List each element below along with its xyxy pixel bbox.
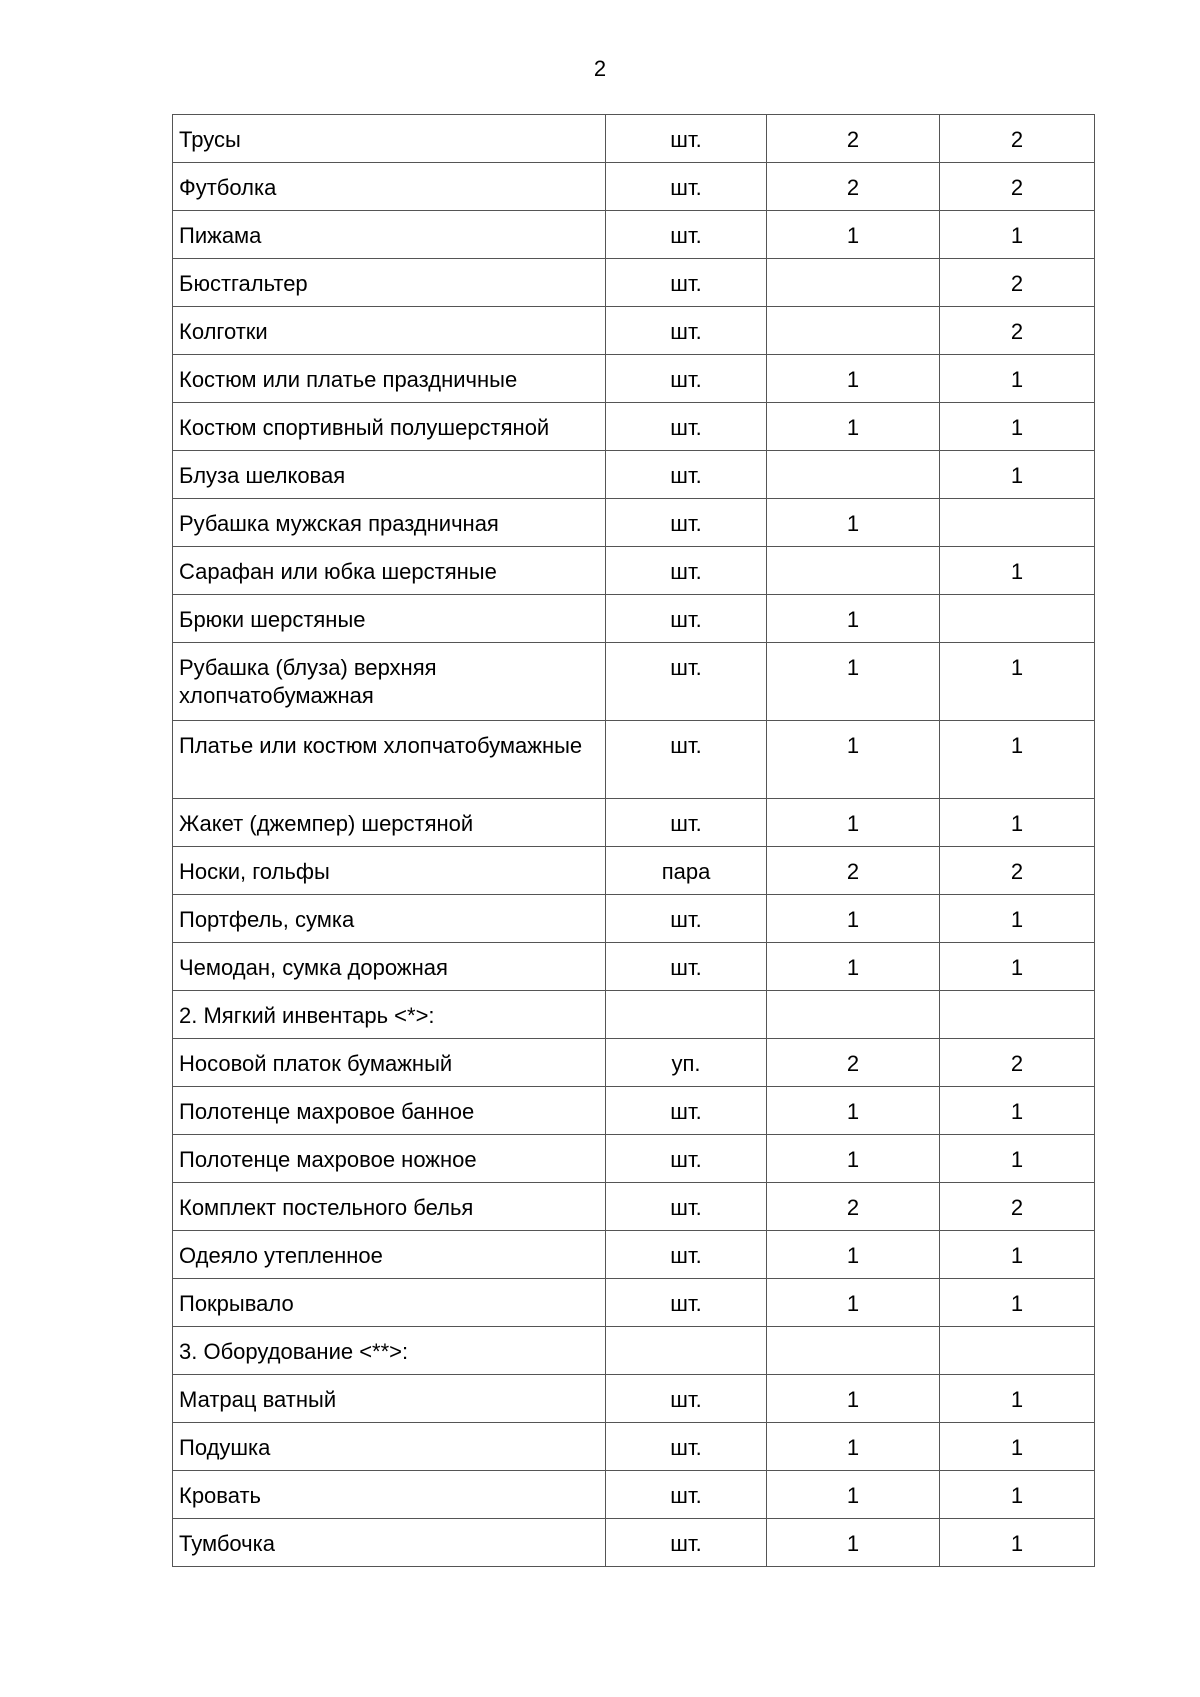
- item-girls-qty-cell: 1: [940, 547, 1095, 595]
- item-unit-cell: шт.: [606, 895, 767, 943]
- item-boys-qty-cell: 1: [767, 1279, 940, 1327]
- item-unit-cell: шт.: [606, 547, 767, 595]
- table-row: [173, 643, 1095, 721]
- item-unit-cell: шт.: [606, 355, 767, 403]
- item-name-cell: 3. Оборудование <**>:: [173, 1327, 606, 1375]
- item-unit-cell: шт.: [606, 1279, 767, 1327]
- item-boys-qty-cell: [767, 991, 940, 1039]
- item-unit-cell: шт.: [606, 499, 767, 547]
- item-name-cell: Матрац ватный: [173, 1375, 606, 1423]
- item-unit-cell: пара: [606, 847, 767, 895]
- item-girls-qty-cell: 2: [940, 847, 1095, 895]
- item-name-cell: Полотенце махровое банное: [173, 1087, 606, 1135]
- item-name-cell: Трусы: [173, 115, 606, 163]
- item-unit-cell: [606, 991, 767, 1039]
- item-unit-cell: шт.: [606, 1087, 767, 1135]
- table-row: [173, 163, 1095, 211]
- item-girls-qty-cell: [940, 1327, 1095, 1375]
- table-row: [173, 1087, 1095, 1135]
- item-girls-qty-cell: 1: [940, 895, 1095, 943]
- item-unit-cell: шт.: [606, 943, 767, 991]
- item-name-cell: Пижама: [173, 211, 606, 259]
- item-boys-qty-cell: 2: [767, 1183, 940, 1231]
- item-girls-qty-cell: 1: [940, 721, 1095, 799]
- item-girls-qty-cell: [940, 595, 1095, 643]
- item-girls-qty-cell: 1: [940, 211, 1095, 259]
- item-boys-qty-cell: [767, 259, 940, 307]
- item-girls-qty-cell: 1: [940, 1087, 1095, 1135]
- item-name-cell: Костюм или платье праздничные: [173, 355, 606, 403]
- table-row: [173, 451, 1095, 499]
- item-unit-cell: шт.: [606, 1135, 767, 1183]
- item-unit-cell: шт.: [606, 259, 767, 307]
- item-boys-qty-cell: [767, 1327, 940, 1375]
- table-row: [173, 259, 1095, 307]
- page-number: 2: [593, 56, 607, 81]
- item-name-cell: Чемодан, сумка дорожная: [173, 943, 606, 991]
- table-row: [173, 355, 1095, 403]
- item-unit-cell: шт.: [606, 799, 767, 847]
- table-row: [173, 1471, 1095, 1519]
- table-row: [173, 1519, 1095, 1567]
- item-girls-qty-cell: 2: [940, 307, 1095, 355]
- item-girls-qty-cell: 1: [940, 1471, 1095, 1519]
- item-name-cell: Рубашка (блуза) верхняя хлопчатобумажная: [173, 643, 606, 721]
- item-girls-qty-cell: 2: [940, 115, 1095, 163]
- item-unit-cell: шт.: [606, 403, 767, 451]
- item-name-cell: 2. Мягкий инвентарь <*>:: [173, 991, 606, 1039]
- item-boys-qty-cell: 1: [767, 1135, 940, 1183]
- item-name-cell: Кровать: [173, 1471, 606, 1519]
- item-boys-qty-cell: 1: [767, 1471, 940, 1519]
- item-name-cell: Носовой платок бумажный: [173, 1039, 606, 1087]
- item-girls-qty-cell: 1: [940, 1519, 1095, 1567]
- item-girls-qty-cell: 1: [940, 943, 1095, 991]
- item-boys-qty-cell: 1: [767, 799, 940, 847]
- item-girls-qty-cell: [940, 991, 1095, 1039]
- table-row: [173, 115, 1095, 163]
- item-name-cell: Сарафан или юбка шерстяные: [173, 547, 606, 595]
- item-boys-qty-cell: [767, 547, 940, 595]
- item-name-cell: Комплект постельного белья: [173, 1183, 606, 1231]
- item-boys-qty-cell: 1: [767, 355, 940, 403]
- item-unit-cell: шт.: [606, 115, 767, 163]
- item-boys-qty-cell: 1: [767, 1231, 940, 1279]
- table-row: [173, 1279, 1095, 1327]
- table-row: [173, 943, 1095, 991]
- item-girls-qty-cell: 1: [940, 1423, 1095, 1471]
- item-girls-qty-cell: 1: [940, 1279, 1095, 1327]
- item-boys-qty-cell: 1: [767, 721, 940, 799]
- item-boys-qty-cell: 1: [767, 595, 940, 643]
- table-row: [173, 1375, 1095, 1423]
- item-boys-qty-cell: [767, 451, 940, 499]
- item-name-cell: Носки, гольфы: [173, 847, 606, 895]
- item-name-cell: Покрывало: [173, 1279, 606, 1327]
- item-boys-qty-cell: 1: [767, 943, 940, 991]
- table-row: [173, 721, 1095, 799]
- table-row: [173, 1135, 1095, 1183]
- item-girls-qty-cell: 1: [940, 1375, 1095, 1423]
- item-name-cell: Платье или костюм хлопчатобумажные: [173, 721, 606, 799]
- table-row: [173, 1183, 1095, 1231]
- item-unit-cell: шт.: [606, 643, 767, 721]
- table-row: [173, 403, 1095, 451]
- item-boys-qty-cell: 1: [767, 1423, 940, 1471]
- item-boys-qty-cell: [767, 307, 940, 355]
- item-boys-qty-cell: 1: [767, 1375, 940, 1423]
- item-unit-cell: шт.: [606, 307, 767, 355]
- item-girls-qty-cell: 1: [940, 451, 1095, 499]
- item-name-cell: Блуза шелковая: [173, 451, 606, 499]
- table-row: [173, 307, 1095, 355]
- item-girls-qty-cell: 1: [940, 1231, 1095, 1279]
- item-girls-qty-cell: [940, 499, 1095, 547]
- item-unit-cell: шт.: [606, 1375, 767, 1423]
- item-boys-qty-cell: 1: [767, 643, 940, 721]
- item-name-cell: Рубашка мужская праздничная: [173, 499, 606, 547]
- item-unit-cell: шт.: [606, 595, 767, 643]
- item-unit-cell: шт.: [606, 721, 767, 799]
- item-name-cell: Полотенце махровое ножное: [173, 1135, 606, 1183]
- item-name-cell: Футболка: [173, 163, 606, 211]
- item-unit-cell: шт.: [606, 451, 767, 499]
- table-row: [173, 799, 1095, 847]
- item-girls-qty-cell: 2: [940, 1039, 1095, 1087]
- item-name-cell: Одеяло утепленное: [173, 1231, 606, 1279]
- table-row: [173, 499, 1095, 547]
- table-row: [173, 547, 1095, 595]
- table-row: [173, 895, 1095, 943]
- item-unit-cell: уп.: [606, 1039, 767, 1087]
- item-unit-cell: [606, 1327, 767, 1375]
- item-unit-cell: шт.: [606, 163, 767, 211]
- item-name-cell: Тумбочка: [173, 1519, 606, 1567]
- item-girls-qty-cell: 2: [940, 163, 1095, 211]
- item-unit-cell: шт.: [606, 1471, 767, 1519]
- item-girls-qty-cell: 2: [940, 259, 1095, 307]
- item-unit-cell: шт.: [606, 1423, 767, 1471]
- item-girls-qty-cell: 1: [940, 355, 1095, 403]
- item-boys-qty-cell: 2: [767, 847, 940, 895]
- item-name-cell: Костюм спортивный полушерстяной: [173, 403, 606, 451]
- table-row: [173, 1423, 1095, 1471]
- item-name-cell: Портфель, сумка: [173, 895, 606, 943]
- table-body: [173, 115, 1095, 1567]
- table-row: [173, 1039, 1095, 1087]
- item-name-cell: Бюстгальтер: [173, 259, 606, 307]
- item-unit-cell: шт.: [606, 1231, 767, 1279]
- item-girls-qty-cell: 1: [940, 403, 1095, 451]
- item-name-cell: Брюки шерстяные: [173, 595, 606, 643]
- item-girls-qty-cell: 2: [940, 1183, 1095, 1231]
- item-boys-qty-cell: 2: [767, 163, 940, 211]
- item-name-cell: Жакет (джемпер) шерстяной: [173, 799, 606, 847]
- item-unit-cell: шт.: [606, 1519, 767, 1567]
- item-girls-qty-cell: 1: [940, 799, 1095, 847]
- item-boys-qty-cell: 1: [767, 895, 940, 943]
- item-girls-qty-cell: 1: [940, 1135, 1095, 1183]
- item-boys-qty-cell: 1: [767, 403, 940, 451]
- item-name-cell: Колготки: [173, 307, 606, 355]
- item-boys-qty-cell: 2: [767, 1039, 940, 1087]
- section-header-row: [173, 1327, 1095, 1375]
- table-row: [173, 595, 1095, 643]
- item-boys-qty-cell: 1: [767, 1087, 940, 1135]
- table-row: [173, 847, 1095, 895]
- section-header-row: [173, 991, 1095, 1039]
- item-unit-cell: шт.: [606, 1183, 767, 1231]
- table-row: [173, 211, 1095, 259]
- item-boys-qty-cell: 1: [767, 499, 940, 547]
- item-boys-qty-cell: 1: [767, 211, 940, 259]
- item-name-cell: Подушка: [173, 1423, 606, 1471]
- item-unit-cell: шт.: [606, 211, 767, 259]
- table-row: [173, 1231, 1095, 1279]
- items-table: [172, 114, 1095, 1567]
- item-girls-qty-cell: 1: [940, 643, 1095, 721]
- item-boys-qty-cell: 2: [767, 115, 940, 163]
- item-boys-qty-cell: 1: [767, 1519, 940, 1567]
